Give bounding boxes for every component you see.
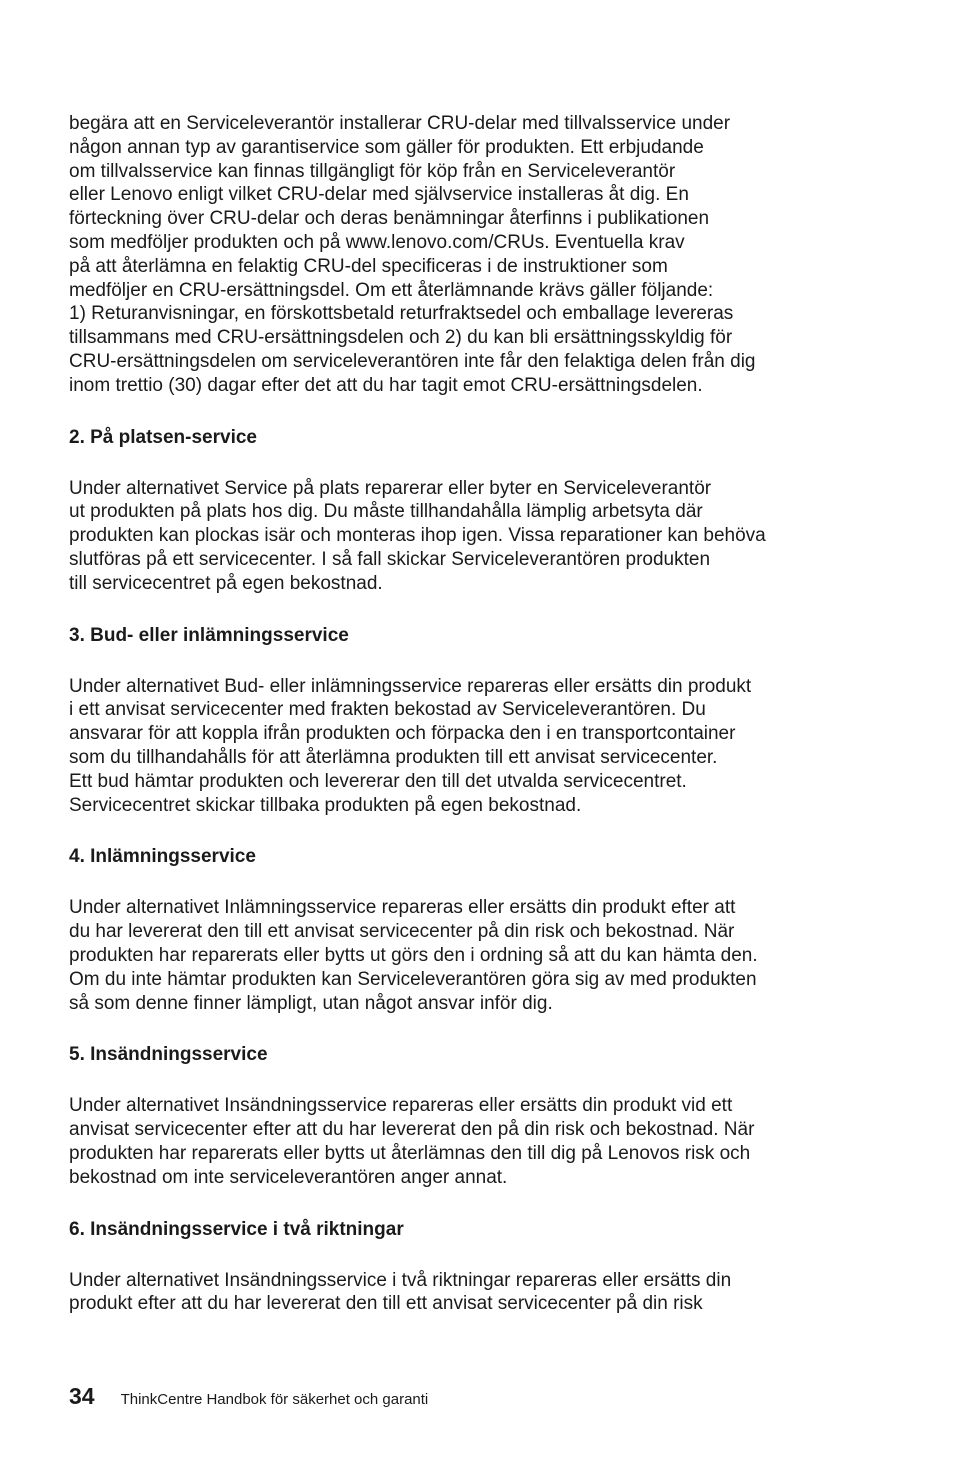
sections-container [69, 426, 869, 1317]
paragraph-line: Under alternativet Bud- eller inlämningsservice repareras eller ersätts din produkt [69, 675, 752, 697]
paragraph-line: Servicecentret skickar tillbaka produkten på egen bekostnad. [69, 794, 582, 816]
paragraph-line: på att återlämna en felaktig CRU-del specificeras i de instruktioner som [69, 255, 668, 277]
document-title: ThinkCentre Handbok för säkerhet och garanti [120, 1391, 429, 1408]
section-heading: 6. Insändningsservice i två riktningar [69, 1218, 404, 1240]
paragraph-line: ansvarar för att koppla ifrån produkten och förpacka den i en transportcontainer [69, 723, 736, 745]
section-heading: 5. Insändningsservice [69, 1044, 268, 1066]
paragraph-line: Under alternativet Service på plats reparerar eller byter en Serviceleverantör [69, 477, 712, 499]
paragraph-line: slutföras på ett servicecenter. I så fall skickar Serviceleverantören produkten [69, 548, 711, 570]
paragraph-line: någon annan typ av garantiservice som gäller för produkten. Ett erbjudande [69, 136, 704, 158]
paragraph-line: som medföljer produkten och på www.lenovo.com/CRUs. Eventuella krav [69, 231, 685, 253]
paragraph-line: Under alternativet Insändningsservice i två riktningar repareras eller ersätts din [69, 1269, 732, 1291]
paragraph-line: produkten har reparerats eller bytts ut återlämnas den till dig på Lenovos risk och [69, 1142, 751, 1164]
section-paragraph [69, 1094, 869, 1189]
paragraph-line: produkten har reparerats eller bytts ut görs den i ordning så att du kan hämta den. [69, 944, 758, 966]
paragraph-line: tillsammans med CRU-ersättningsdelen och 2) du kan bli ersättningsskyldig för [69, 327, 733, 349]
paragraph-line: produkt efter att du har levererat den till ett anvisat servicecenter på din risk [69, 1293, 703, 1315]
page-body [69, 112, 869, 1316]
section-heading: 4. Inlämningsservice [69, 846, 256, 868]
paragraph-line: Ett bud hämtar produkten och levererar den till det utvalda servicecentret. [69, 770, 687, 792]
paragraph-line: anvisat servicecenter efter att du har levererat den på din risk och bekostnad. När [69, 1119, 755, 1141]
section-paragraph [69, 675, 869, 818]
page-number: 34 [69, 1383, 95, 1409]
paragraph-line: medföljer en CRU-ersättningsdel. Om ett återlämnande krävs gäller följande: [69, 279, 714, 301]
paragraph-line: bekostnad om inte serviceleverantören anger annat. [69, 1166, 508, 1188]
paragraph-line: du har levererat den till ett anvisat servicecenter på din risk och bekostnad. När [69, 921, 735, 943]
paragraph-line: begära att en Serviceleverantör installerar CRU-delar med tillvalsservice under [69, 113, 731, 134]
section-heading: 3. Bud- eller inlämningsservice [69, 624, 349, 646]
paragraph-line: CRU-ersättningsdelen om serviceleverantören inte får den felaktiga delen från dig [69, 350, 756, 372]
section-paragraph [69, 1269, 869, 1317]
paragraph-line: produkten kan plockas isär och monteras ihop igen. Vissa reparationer kan behöva [69, 525, 766, 547]
paragraph-line: som du tillhandahålls för att återlämna produkten till ett anvisat servicecenter. [69, 746, 718, 768]
paragraph-line: ut produkten på plats hos dig. Du måste tillhandahålla lämplig arbetsyta där [69, 501, 703, 523]
paragraph-line: Om du inte hämtar produkten kan Serviceleverantören göra sig av med produkten [69, 968, 757, 990]
section-paragraph [69, 477, 869, 596]
paragraph-line: förteckning över CRU-delar och deras benämningar återfinns i publikationen [69, 208, 710, 230]
paragraph-line: Under alternativet Insändningsservice repareras eller ersätts din produkt vid ett [69, 1095, 733, 1117]
paragraph-line: 1) Returanvisningar, en förskottsbetald returfraktsedel och emballage levereras [69, 303, 734, 325]
intro-paragraph [69, 112, 869, 398]
paragraph-line: så som denne finner lämpligt, utan något ansvar inför dig. [69, 992, 553, 1014]
page-footer [69, 1383, 428, 1410]
paragraph-line: inom trettio (30) dagar efter det att du har tagit emot CRU-ersättningsdelen. [69, 374, 703, 396]
paragraph-line: i ett anvisat servicecenter med frakten bekostad av Serviceleverantören. Du [69, 699, 706, 721]
paragraph-line: Under alternativet Inlämningsservice repareras eller ersätts din produkt efter att [69, 897, 736, 919]
paragraph-line: om tillvalsservice kan finnas tillgängligt för köp från en Serviceleverantör [69, 160, 676, 182]
paragraph-line: eller Lenovo enligt vilket CRU-delar med självservice installeras åt dig. En [69, 184, 689, 206]
paragraph-line: till servicecentret på egen bekostnad. [69, 572, 383, 594]
section-heading: 2. På platsen-service [69, 426, 257, 448]
section-paragraph [69, 896, 869, 1015]
